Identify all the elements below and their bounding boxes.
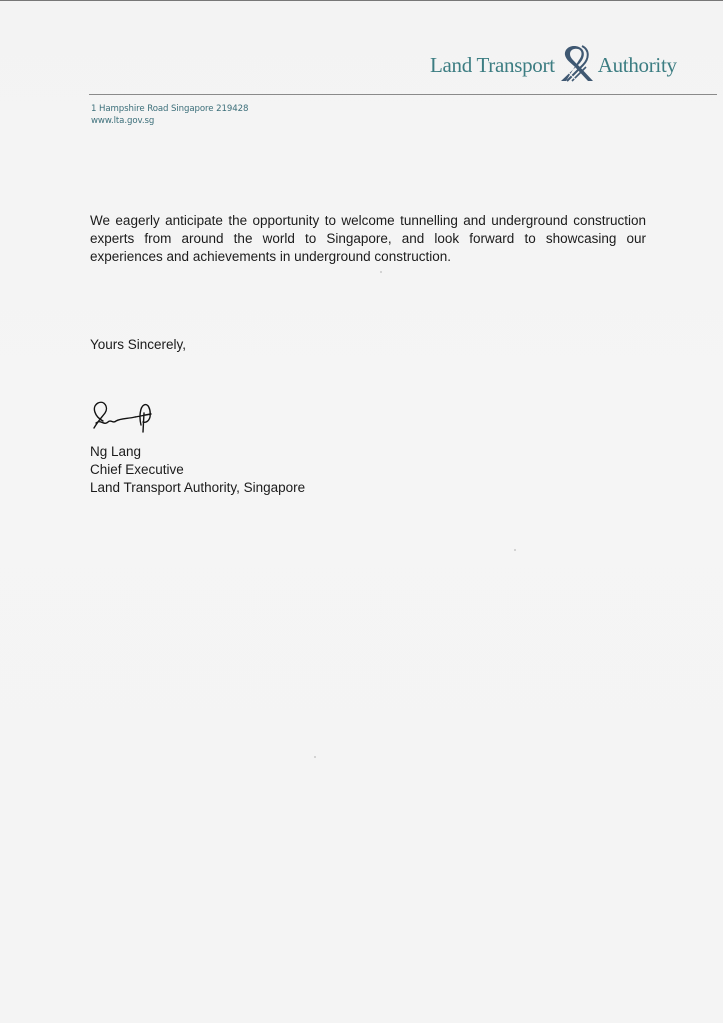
scan-speck: [380, 271, 382, 273]
letterhead-divider: [89, 94, 717, 95]
signer-block: [90, 443, 305, 497]
letterhead: [430, 45, 677, 85]
letterhead-name-right: Authority: [597, 52, 677, 77]
scan-speck: [514, 549, 516, 551]
signer-title: Chief Executive: [90, 462, 184, 477]
sender-address: [91, 103, 248, 127]
letter-paragraph: We eagerly anticipate the opportunity to welcome tunnelling and underground construction experts from around the world to Singapore, and look forward to showcasing our experiences and achievements in underground construction.: [90, 213, 646, 264]
signer-name: Ng Lang: [90, 444, 142, 459]
signer-organization: Land Transport Authority, Singapore: [90, 480, 306, 495]
letter-closing: Yours Sincerely,: [90, 337, 187, 352]
address-line: 1 Hampshire Road Singapore 219428: [91, 104, 249, 114]
website-link[interactable]: www.lta.gov.sg: [91, 116, 155, 126]
lta-ribbon-logo-icon: [553, 44, 601, 84]
scan-speck: [314, 756, 316, 758]
handwritten-signature-icon: [89, 399, 161, 433]
letterhead-name-left: Land Transport: [430, 52, 555, 77]
